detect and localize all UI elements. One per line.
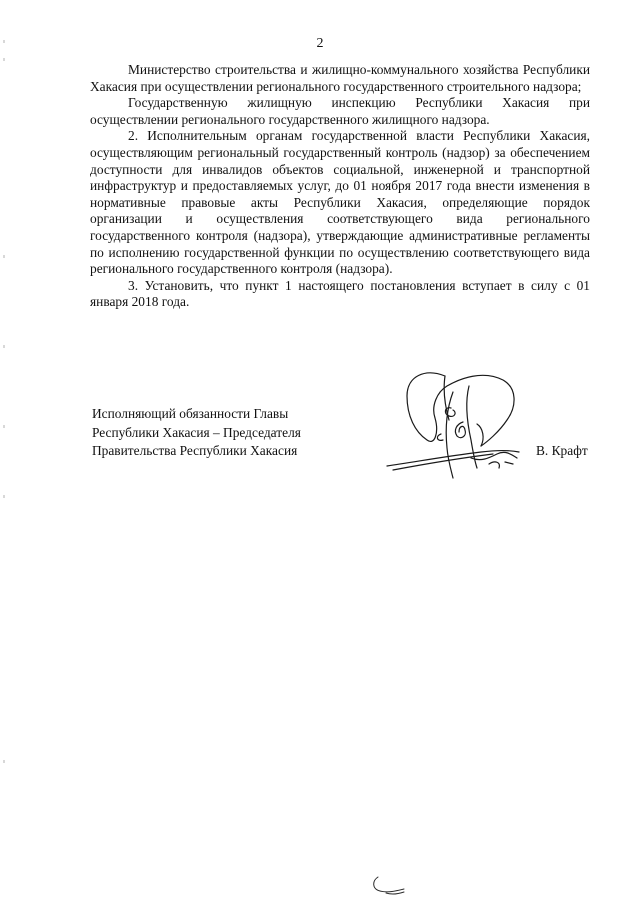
document-body [90, 62, 590, 311]
scan-margin-marks [0, 0, 20, 905]
handwritten-mark [366, 873, 410, 897]
signatory-title-line: Исполняющий обязанности Главы [92, 406, 289, 421]
signatory-title-line: Правительства Республики Хакасия [92, 443, 298, 459]
signer-name: В. Крафт [536, 443, 588, 458]
paragraph-item-3: 3. Установить, что пункт 1 настоящего постановления вступает в силу с 01 января 2018 года. [90, 277, 590, 310]
paragraph-housing-inspection: Государственную жилищную инспекцию Республики Хакасия при осуществлении регионального государственного жилищного надзора. [90, 95, 590, 127]
signatory-title-line: Республики Хакасия – Председателя [92, 424, 301, 440]
paragraph-ministry: Министерство строительства и жилищно-коммунального хозяйства Республики Хакасия при осуществлении регионального государственного строительного надзора; [90, 62, 590, 94]
signatory-title [92, 405, 352, 461]
handwritten-signature [385, 362, 535, 492]
paragraph-item-2: 2. Исполнительным органам государственной власти Республики Хакасия, осуществляющим региональный государственный контроль (надзор) за обеспечением доступности для инвалидов объектов социальной, инженерной и транспортной инфраструктур и предоставляемых услуг, до 01 ноября 2017 года внести изменения в нормативные правовые акты Республики Хакасия, определяющие порядок организации и осуществления соответствующего вида регионального государственного контроля (надзора), утверждающие административные регламенты по исполнению государственной функции по осуществлению соответствующего вида регионального государственного контроля (надзора). [90, 128, 590, 277]
page-number: 2 [316, 36, 324, 51]
